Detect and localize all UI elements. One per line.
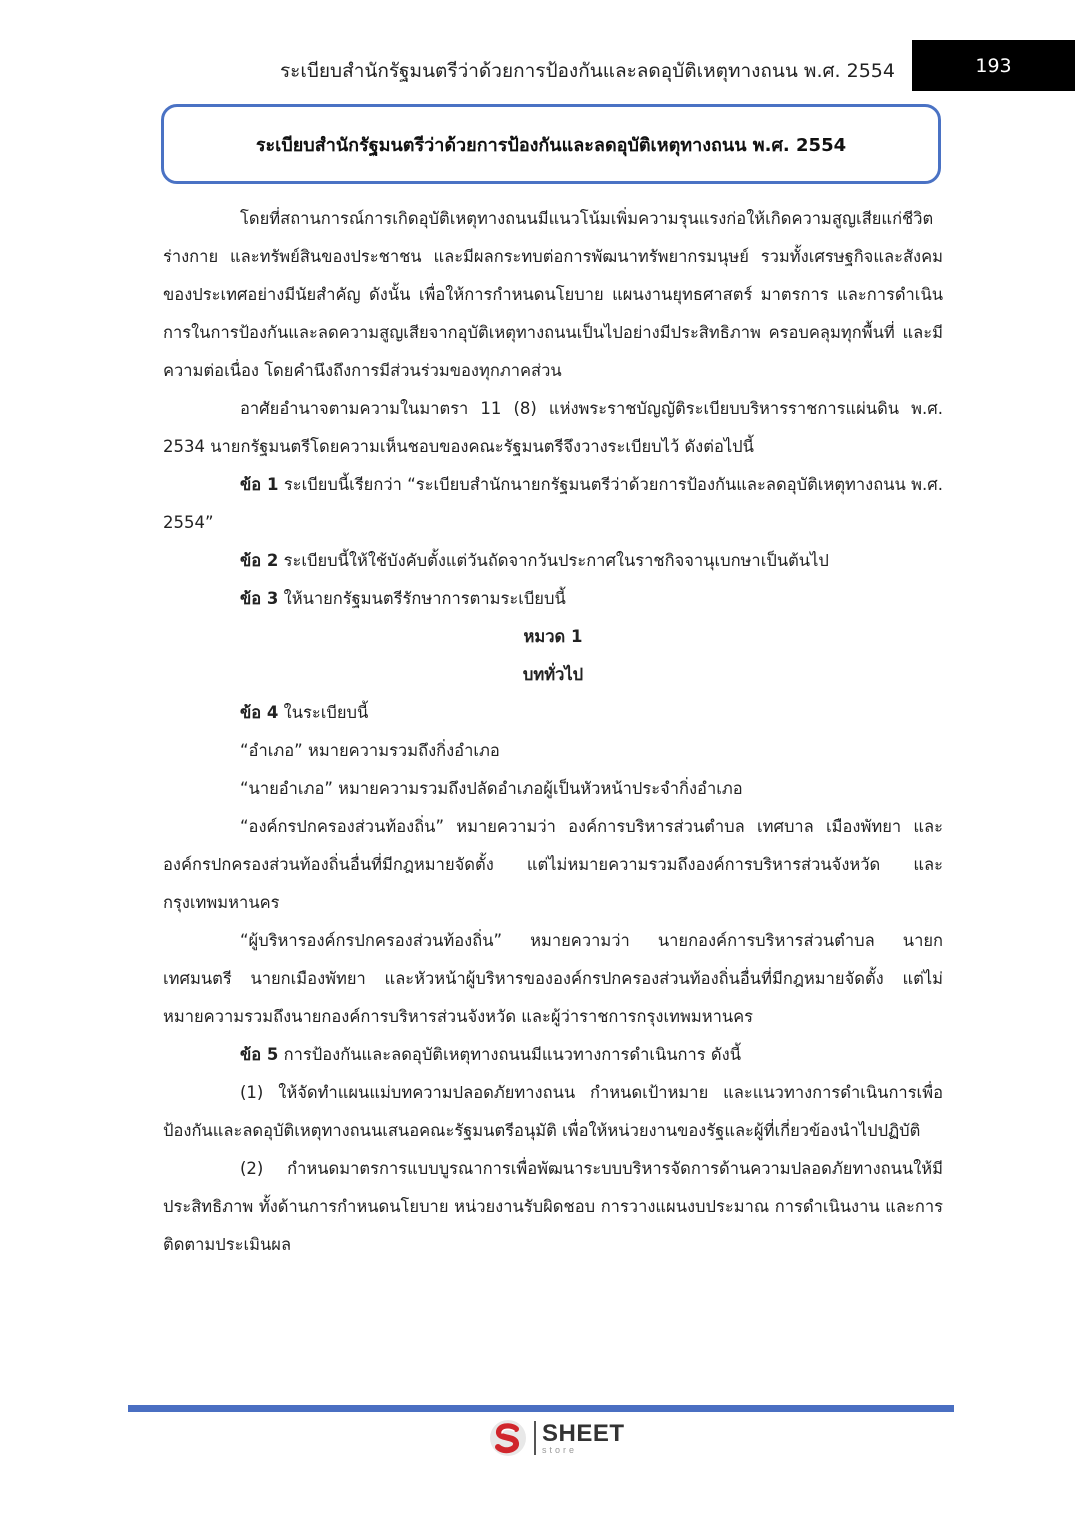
clause-2-text: ระเบียบนี้ให้ใช้บังคับตั้งแต่วันถัดจากวันประกาศในราชกิจจานุเบกษาเป็นต้นไป (278, 551, 829, 570)
definition-2: “นายอำเภอ” หมายความรวมถึงปลัดอำเภอผู้เป็นหัวหน้าประจำกิ่งอำเภอ (240, 779, 743, 798)
clause-5-item-1: (1) ให้จัดทำแผนแม่บทความปลอดภัยทางถนน กำหนดเป้าหมาย และแนวทางการดำเนินการเพื่อป้องกันและลดอุบัติเหตุทางถนนเสนอคณะรัฐมนตรีอนุมัติ เพื่อให้หน่วยงานของรัฐและผู้ที่เกี่ยวข้องนำไปปฏิบัติ (163, 1083, 943, 1140)
clause-1 (163, 466, 943, 542)
definition-4: “ผู้บริหารองค์กรปกครองส่วนท้องถิ่น” หมายความว่า นายกองค์การบริหารส่วนตำบล นายกเทศมนตรี นายกเมืองพัทยา และหัวหน้าผู้บริหารขององค์กรปกครองส่วนท้องถิ่นอื่นที่มีกฎหมายจัดตั้ง แต่ไม่หมายความรวมถึงนายกองค์การบริหารส่วนจังหวัด และผู้ว่าราชการกรุงเทพมหานคร (163, 931, 943, 1026)
clause-5-text: การป้องกันและลดอุบัติเหตุทางถนนมีแนวทางการดำเนินการ ดังนี้ (278, 1045, 741, 1064)
clause-3 (163, 580, 943, 618)
clause-3-text: ให้นายกรัฐมนตรีรักษาการตามระเบียบนี้ (278, 589, 566, 608)
definition-1: “อำเภอ” หมายความรวมถึงกิ่งอำเภอ (240, 741, 500, 760)
definition-3: “องค์กรปกครองส่วนท้องถิ่น” หมายความว่า องค์การบริหารส่วนตำบล เทศบาล เมืองพัทยา และองค์กรปกครองส่วนท้องถิ่นอื่นที่มีกฎหมายจัดตั้ง แต่ไม่หมายความรวมถึงองค์การบริหารส่วนจังหวัด และกรุงเทพมหานคร (163, 817, 943, 912)
clause-2 (163, 542, 943, 580)
clause-3-label: ข้อ 3 (240, 589, 279, 608)
clause-1-label: ข้อ 1 (240, 475, 279, 494)
sheet-store-logo (488, 1418, 625, 1458)
page-number-badge (912, 40, 1075, 91)
clause-1-text: ระเบียบนี้เรียกว่า “ระเบียบสำนักนายกรัฐมนตรีว่าด้วยการป้องกันและลดอุบัติเหตุทางถนน พ.ศ. 2554” (163, 475, 943, 532)
logo-subword: store (542, 1444, 578, 1455)
clause-5-item-2: (2) กำหนดมาตรการแบบบูรณาการเพื่อพัฒนาระบบบริหารจัดการด้านความปลอดภัยทางถนนให้มีประสิทธิภาพ ทั้งด้านการกำหนดนโยบาย หน่วยงานรับผิดชอบ การวางแผนงบประมาณ การดำเนินงาน และการติดตามประเมินผล (163, 1159, 943, 1254)
clause-5-label: ข้อ 5 (240, 1045, 279, 1064)
logo-text (542, 1419, 625, 1455)
clause-4 (163, 694, 943, 732)
logo-word: SHEET (542, 1419, 625, 1447)
document-title: ระเบียบสำนักรัฐมนตรีว่าด้วยการป้องกันและลดอุบัติเหตุทางถนน พ.ศ. 2554 (255, 134, 847, 156)
running-header-title: ระเบียบสำนักรัฐมนตรีว่าด้วยการป้องกันและลดอุบัติเหตุทางถนน พ.ศ. 2554 (279, 60, 895, 82)
clause-4-label: ข้อ 4 (240, 703, 279, 722)
chapter-title: บททั่วไป (522, 665, 584, 684)
footer-rule (128, 1405, 954, 1412)
document-title-box (161, 104, 941, 184)
s-logo-icon (488, 1418, 528, 1458)
preamble-paragraph-1: โดยที่สถานการณ์การเกิดอุบัติเหตุทางถนนมีแนวโน้มเพิ่มความรุนแรงก่อให้เกิดความสูญเสียแก่ชีวิต ร่างกาย และทรัพย์สินของประชาชน และมีผลกระทบต่อการพัฒนาทรัพยากรมนุษย์ รวมทั้งเศรษฐกิจและสังคมของประเทศอย่างมีนัยสำคัญ ดังนั้น เพื่อให้การกำหนดนโยบาย แผนงานยุทธศาสตร์ มาตรการ และการดำเนินการในการป้องกันและลดความสูญเสียจากอุบัติเหตุทางถนนเป็นไปอย่างมีประสิทธิภาพ ครอบคลุมทุกพื้นที่ และมีความต่อเนื่อง โดยคำนึงถึงการมีส่วนร่วมของทุกภาคส่วน (163, 209, 943, 380)
page-number: 193 (975, 54, 1012, 77)
preamble-paragraph-2: อาศัยอำนาจตามความในมาตรา 11 (8) แห่งพระราชบัญญัติระเบียบบริหารราชการแผ่นดิน พ.ศ. 2534 นายกรัฐมนตรีโดยความเห็นชอบของคณะรัฐมนตรีจึงวางระเบียบไว้ ดังต่อไปนี้ (163, 399, 943, 456)
document-body (163, 200, 943, 1264)
clause-4-text: ในระเบียบนี้ (278, 703, 369, 722)
logo-separator (534, 1421, 536, 1455)
clause-5 (163, 1036, 943, 1074)
chapter-label: หมวด 1 (523, 627, 583, 646)
clause-2-label: ข้อ 2 (240, 551, 279, 570)
